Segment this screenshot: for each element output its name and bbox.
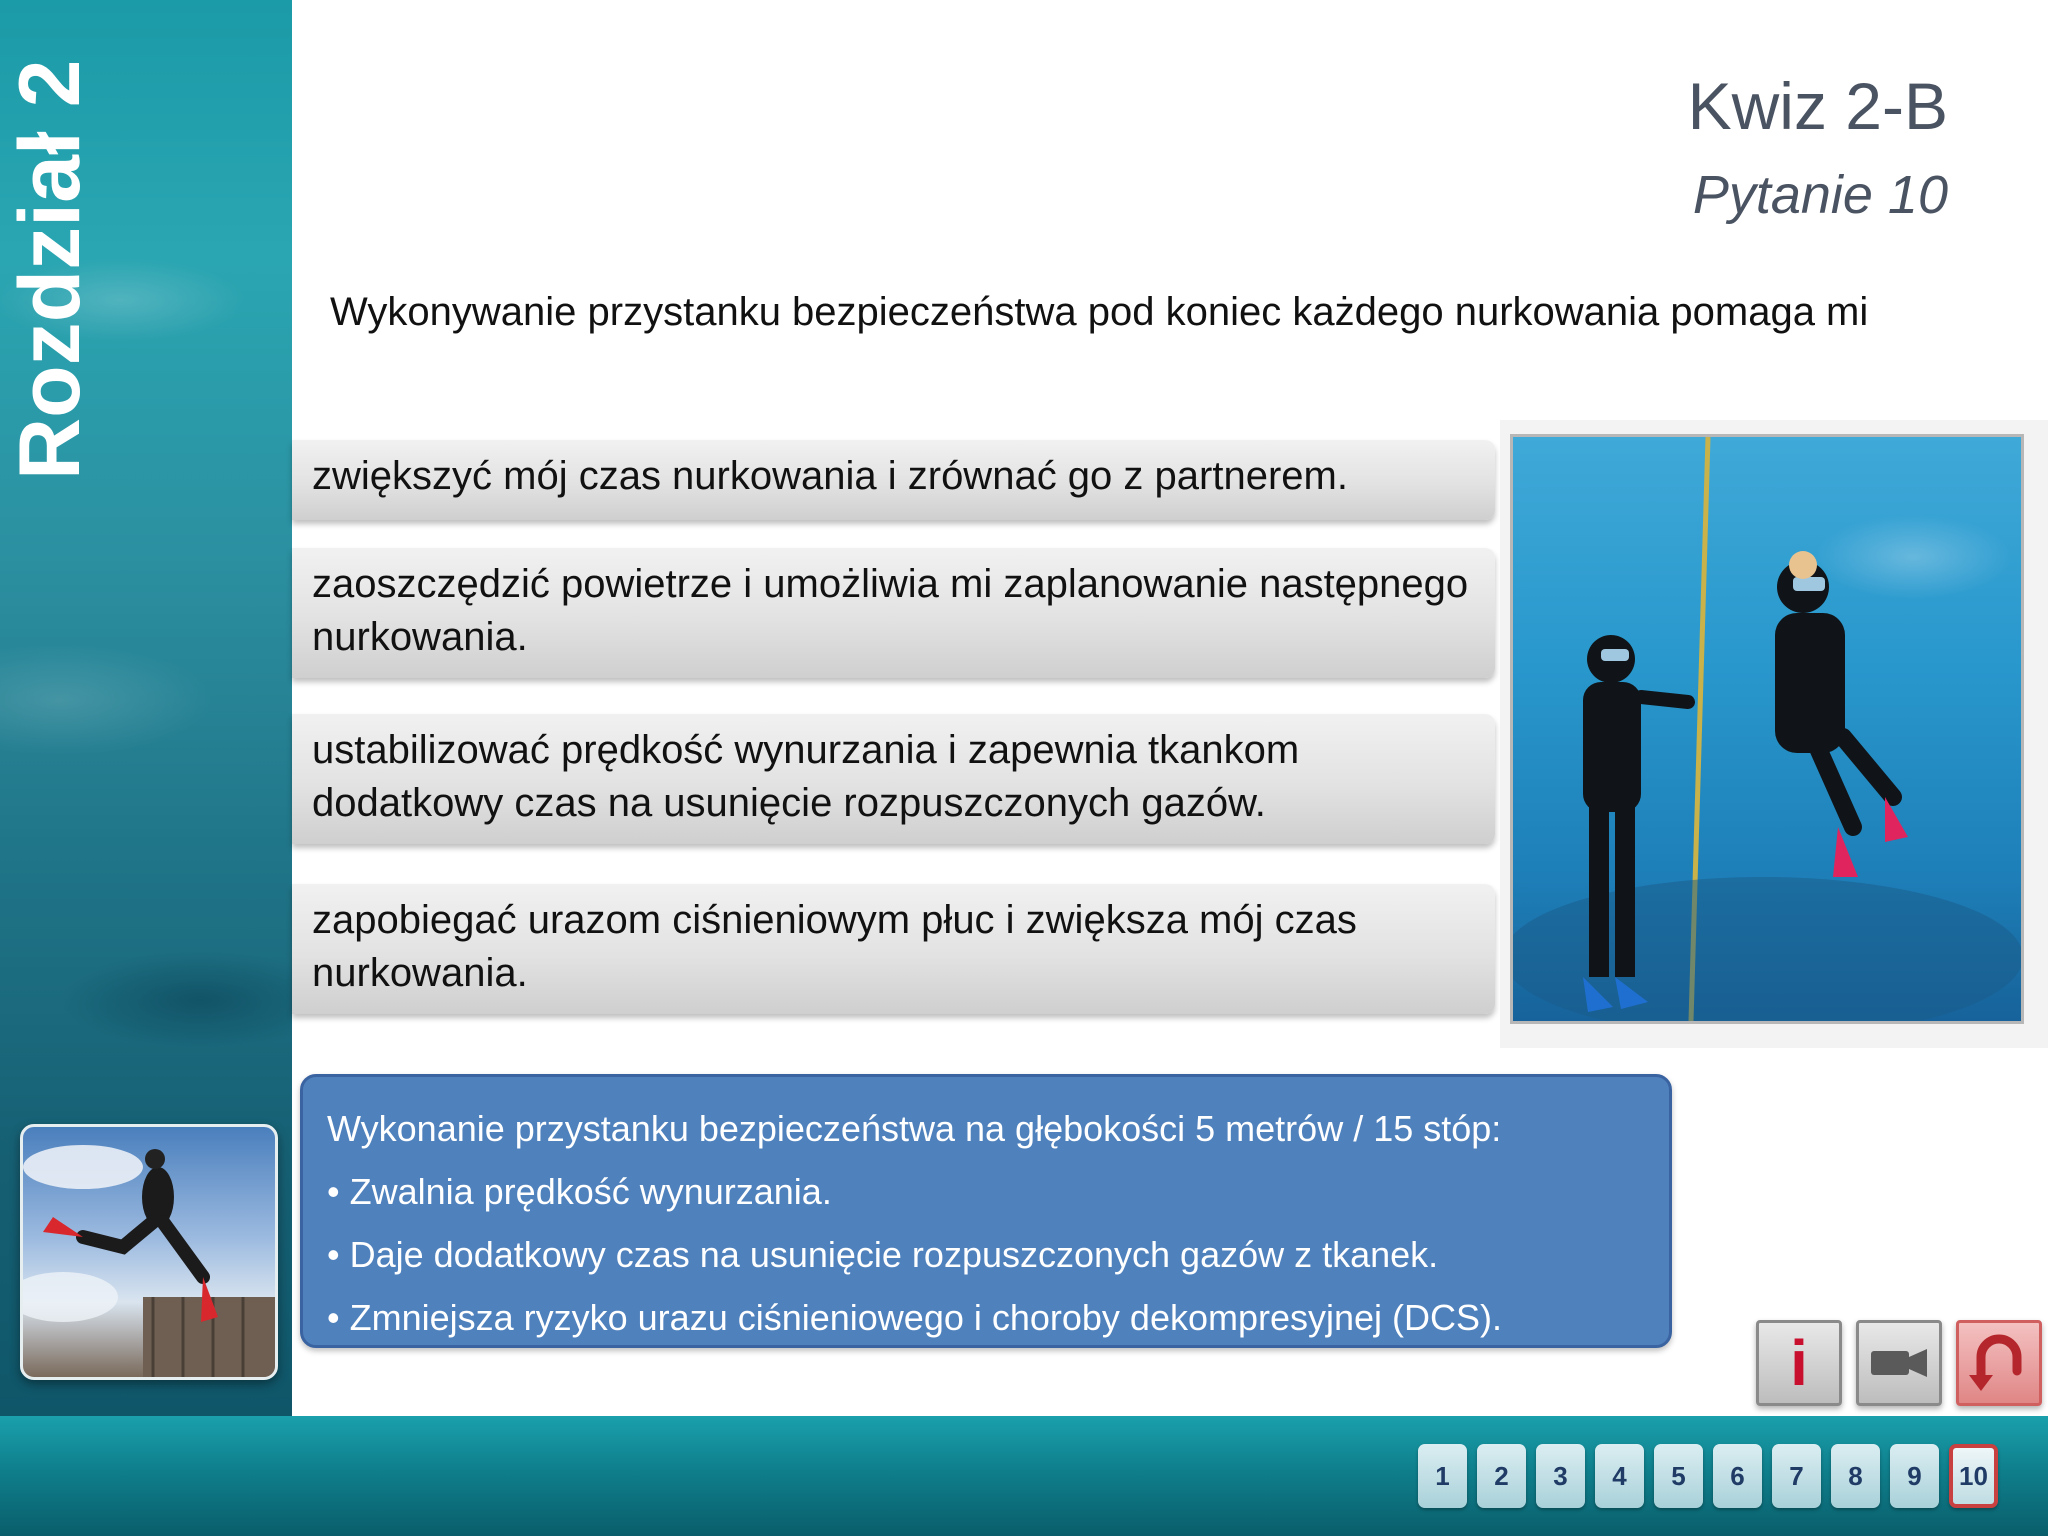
- page-button-3[interactable]: 3: [1536, 1444, 1585, 1508]
- quiz-title: Kwiz 2-B: [1687, 69, 1948, 143]
- back-button[interactable]: [1956, 1320, 2042, 1406]
- answer-option-4[interactable]: zapobiegać urazom ciśnieniowym płuc i zwiększa mój czas nurkowania.: [292, 884, 1495, 1014]
- page-button-1[interactable]: 1: [1418, 1444, 1467, 1508]
- question-text: Wykonywanie przystanku bezpieczeństwa pod koniec każdego nurkowania pomaga mi: [330, 290, 1869, 334]
- page-button-5[interactable]: 5: [1654, 1444, 1703, 1508]
- feedback-box: [300, 1074, 1672, 1348]
- return-arrow-icon: [1967, 1331, 2031, 1395]
- answer-option-2[interactable]: zaoszczędzić powietrze i umożliwia mi zaplanowanie następnego nurkowania.: [292, 548, 1495, 678]
- answer-option-3[interactable]: ustabilizować prędkość wynurzania i zapewnia tkankom dodatkowy czas na usunięcie rozpuszczonych gazów.: [292, 714, 1495, 844]
- feedback-bullet-3: • Zmniejsza ryzyko urazu ciśnieniowego i choroby dekompresyjnej (DCS).: [327, 1297, 1503, 1338]
- video-button[interactable]: [1856, 1320, 1942, 1406]
- page-button-9[interactable]: 9: [1890, 1444, 1939, 1508]
- info-button[interactable]: [1756, 1320, 1842, 1406]
- question-number: Pytanie 10: [1692, 165, 1948, 225]
- page-button-10[interactable]: 10: [1949, 1444, 1998, 1508]
- video-camera-icon: [1869, 1345, 1929, 1381]
- page-button-2[interactable]: 2: [1477, 1444, 1526, 1508]
- chapter-sidebar: Rozdział 2: [0, 0, 292, 1416]
- page-button-4[interactable]: 4: [1595, 1444, 1644, 1508]
- divers-photo: [1510, 434, 2024, 1024]
- answer-option-1[interactable]: zwiększyć mój czas nurkowania i zrównać go z partnerem.: [292, 440, 1495, 520]
- page-button-8[interactable]: 8: [1831, 1444, 1880, 1508]
- feedback-heading: Wykonanie przystanku bezpieczeństwa na głębokości 5 metrów / 15 stóp:: [327, 1108, 1502, 1149]
- page-button-7[interactable]: 7: [1772, 1444, 1821, 1508]
- side-photo-diver-jump: [20, 1124, 278, 1380]
- info-icon: i: [1790, 1327, 1808, 1399]
- question-pager: [1418, 1444, 1998, 1508]
- feedback-bullet-2: • Daje dodatkowy czas na usunięcie rozpuszczonych gazów z tkanek.: [327, 1234, 1439, 1275]
- feedback-bullet-1: • Zwalnia prędkość wynurzania.: [327, 1171, 832, 1212]
- page-button-6[interactable]: 6: [1713, 1444, 1762, 1508]
